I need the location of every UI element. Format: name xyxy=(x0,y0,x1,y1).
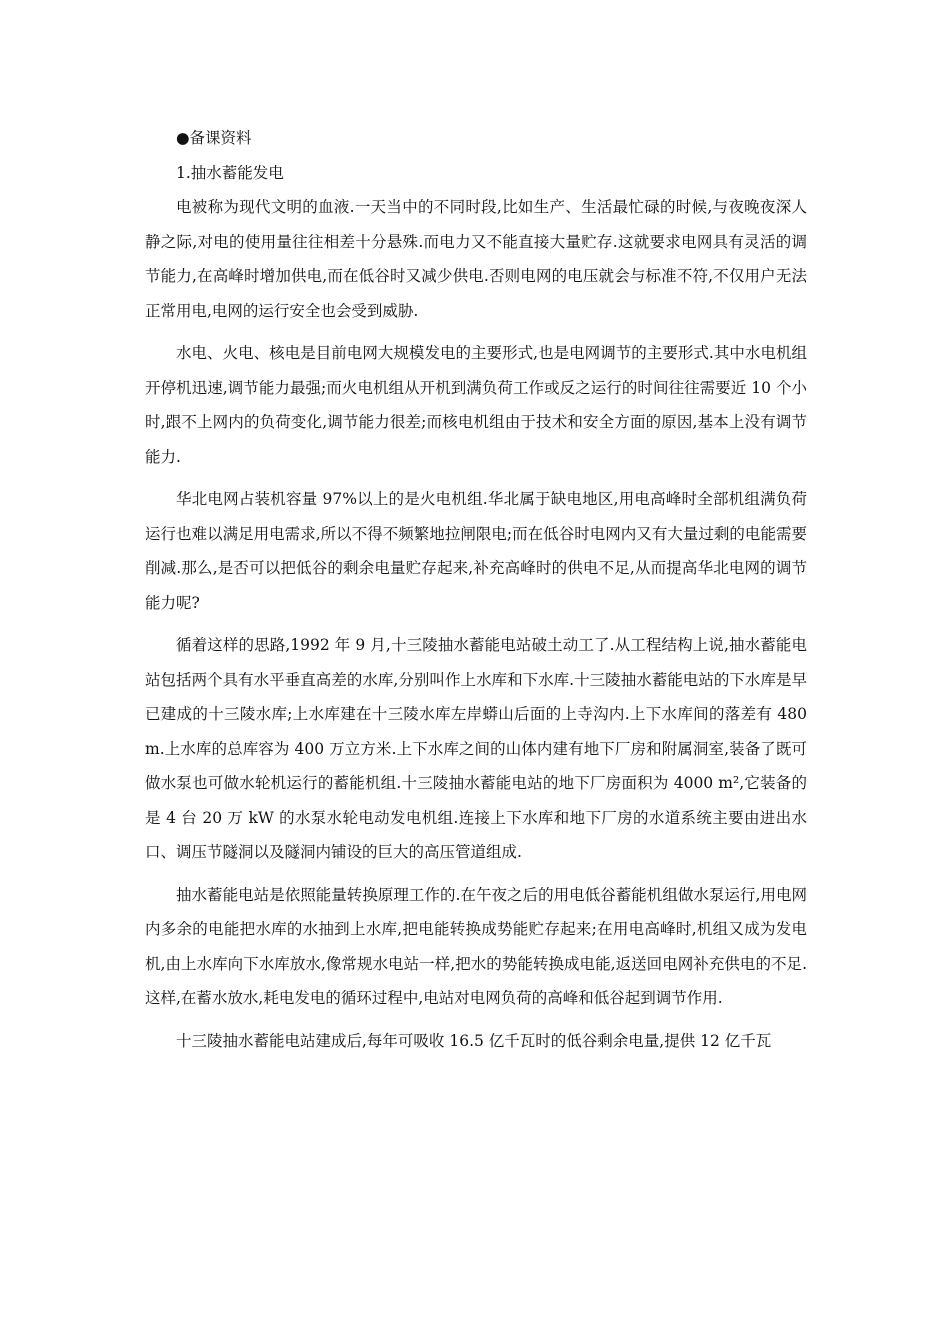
section-heading: ●备课资料 xyxy=(176,129,252,147)
document-body xyxy=(145,121,807,1066)
paragraph-4: 循着这样的思路,1992 年 9 月,十三陵抽水蓄能电站破土动工了.从工程结构上说,抽水蓄能电站包括两个具有水平垂直高差的水库,分别叫作上水库和下水库.十三陵抽水蓄能电站的下水库是早已建成的十三陵水库;上水库建在十三陵水库左岸蟒山后面的上寺沟内.上下水库间的落差有 480 m.上水库的总库容为 400 万立方米.上下水库之间的山体内建有地下厂房和附属洞室,装备了既可做水泵也可做水轮机运行的蓄能机组.十三陵抽水蓄能电站的地下厂房面积为 4000 m²,它装备的是 4 台 20 万 kW 的水泵水轮电动发电机组.连接上下水库和地下厂房的水道系统主要由进出水口、调压节隧洞以及隧洞内铺设的巨大的高压管道组成. xyxy=(145,636,807,861)
paragraph-6: 十三陵抽水蓄能电站建成后,每年可吸收 16.5 亿千瓦时的低谷剩余电量,提供 12 亿千瓦 xyxy=(176,1031,772,1050)
paragraph-3: 华北电网占装机容量 97%以上的是火电机组.华北属于缺电地区,用电高峰时全部机组满负荷运行也难以满足用电需求,所以不得不频繁地拉闸限电;而在低谷时电网内又有大量过剩的电能需要削减.那么,是否可以把低谷的剩余电量贮存起来,补充高峰时的供电不足,从而提高华北电网的调节能力呢? xyxy=(145,490,807,612)
paragraph-2: 水电、火电、核电是目前电网大规模发电的主要形式,也是电网调节的主要形式.其中水电机组开停机迅速,调节能力最强;而火电机组从开机到满负荷工作或反之运行的时间往往需要近 10 个小时,跟不上网内的负荷变化,调节能力很差;而核电机组由于技术和安全方面的原因,基本上没有调节能力. xyxy=(145,344,807,466)
paragraph-1: 电被称为现代文明的血液.一天当中的不同时段,比如生产、生活最忙碌的时候,与夜晚夜深人静之际,对电的使用量往往相差十分悬殊.而电力又不能直接大量贮存.这就要求电网具有灵活的调节能力,在高峰时增加供电,而在低谷时又减少供电.否则电网的电压就会与标准不符,不仅用户无法正常用电,电网的运行安全也会受到威胁. xyxy=(145,198,807,320)
subsection-heading: 1.抽水蓄能发电 xyxy=(176,163,284,182)
paragraph-5: 抽水蓄能电站是依照能量转换原理工作的.在午夜之后的用电低谷蓄能机组做水泵运行,用电网内多余的电能把水库的水抽到上水库,把电能转换成势能贮存起来;在用电高峰时,机组又成为发电机,由上水库向下水库放水,像常规水电站一样,把水的势能转换成电能,返送回电网补充供电的不足.这样,在蓄水放水,耗电发电的循环过程中,电站对电网负荷的高峰和低谷起到调节作用. xyxy=(145,885,807,1007)
